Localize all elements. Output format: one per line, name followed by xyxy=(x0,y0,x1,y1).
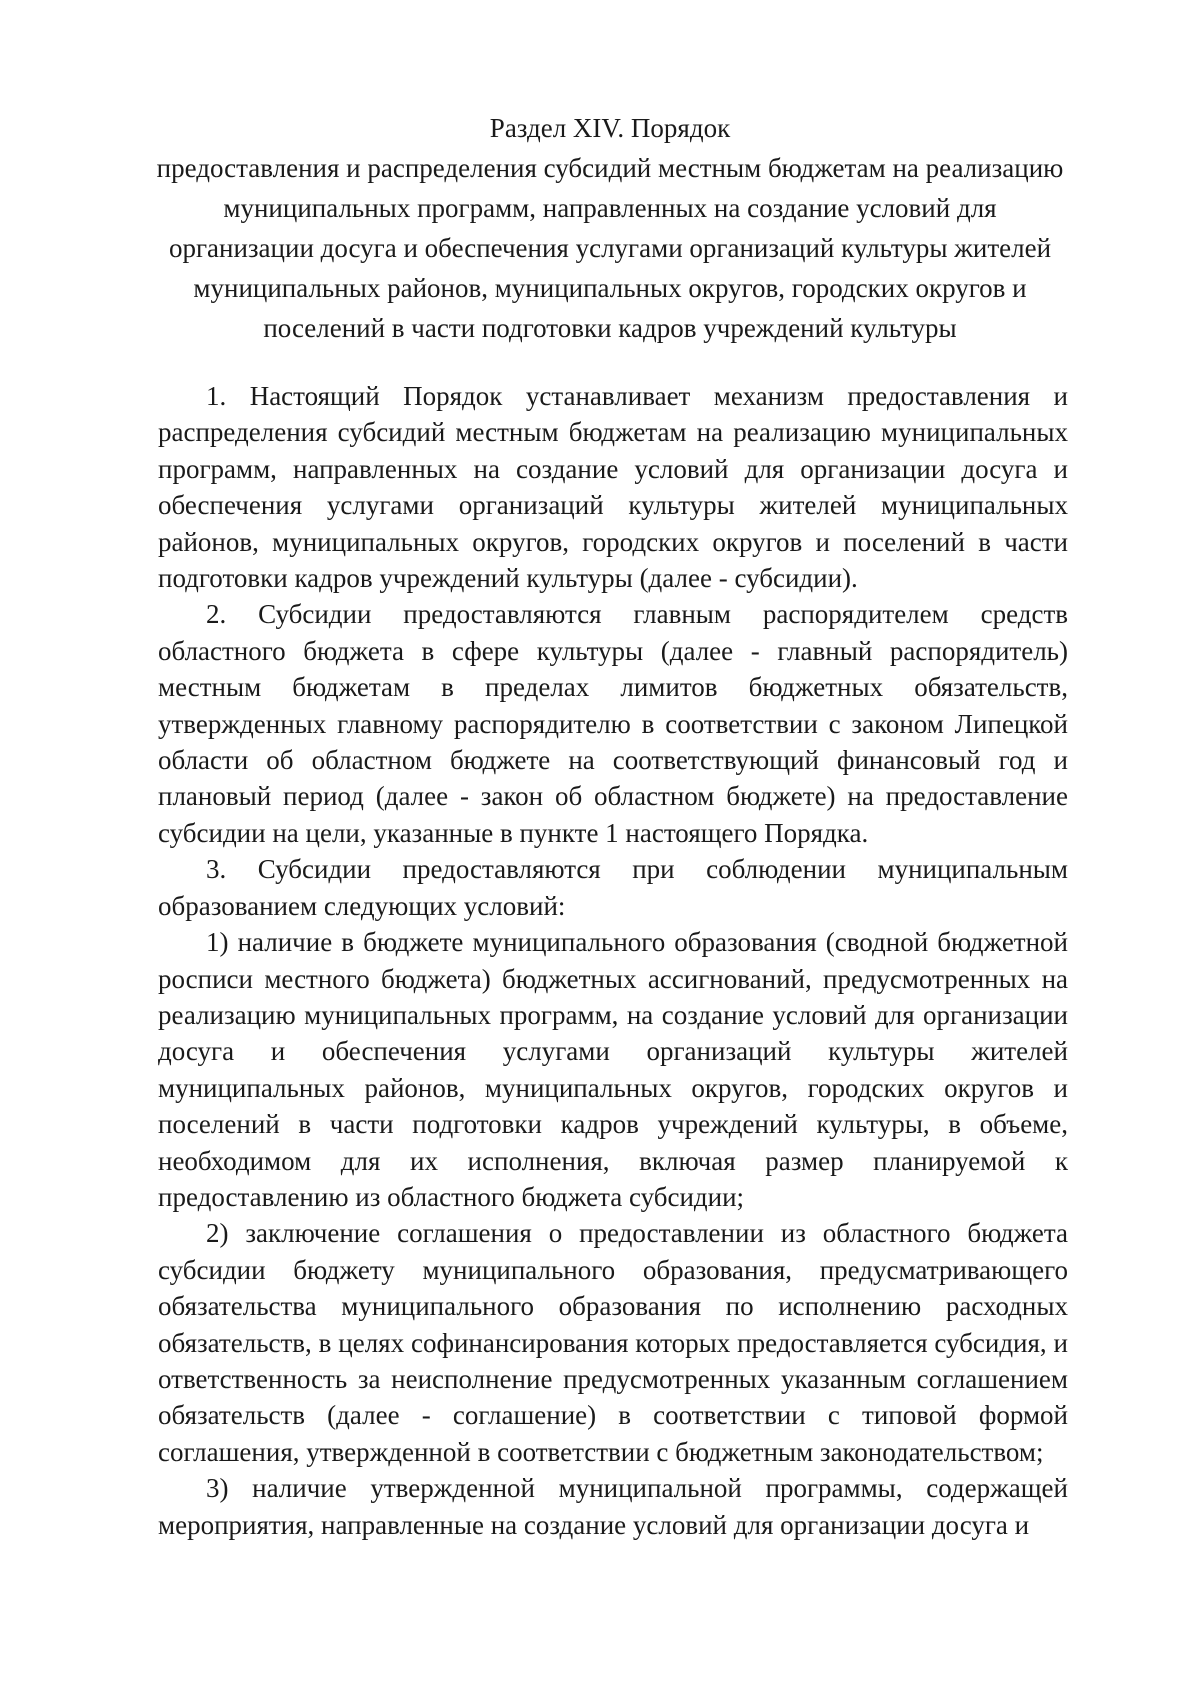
paragraph-2: 2. Субсидии предоставляются главным распорядителем средств областного бюджета в сфере культуры (далее - главный распорядитель) местным бюджетам в пределах лимитов бюджетных обязательств, утвержденных главному распорядителю в соответствии с законом Липецкой области об областном бюджете на соответствующий финансовый год и плановый период (далее - закон об областном бюджете) на предоставление субсидии на цели, указанные в пункте 1 настоящего Порядка. xyxy=(158,599,1068,848)
document-body xyxy=(158,378,1068,1543)
document-header xyxy=(150,108,1070,348)
paragraph-3-item-3: 3) наличие утвержденной муниципальной программы, содержащей мероприятия, направленные на создание условий для организации досуга и xyxy=(158,1473,1068,1540)
section-title: Раздел XIV. Порядок xyxy=(489,113,731,143)
paragraph-3-item-2: 2) заключение соглашения о предоставлении из областного бюджета субсидии бюджету муниципального образования, предусматривающего обязательства муниципального образования по исполнению расходных обязательств, в целях софинансирования которых предоставляется субсидия, и ответственность за неисполнение предусмотренных указанным соглашением обязательств (далее - соглашение) в соответствии с типовой формой соглашения, утвержденной в соответствии с бюджетным законодательством; xyxy=(158,1218,1068,1467)
section-subtitle: предоставления и распределения субсидий местным бюджетам на реализацию муниципальных программ, направленных на создание условий для организации досуга и обеспечения услугами организаций культуры жителей муниципальных районов, муниципальных округов, городских округов и поселений в части подготовки кадров учреждений культуры xyxy=(156,153,1064,343)
paragraph-1: 1. Настоящий Порядок устанавливает механизм предоставления и распределения субсидий местным бюджетам на реализацию муниципальных программ, направленных на создание условий для организации досуга и обеспечения услугами организаций культуры жителей муниципальных районов, муниципальных округов, городских округов и поселений в части подготовки кадров учреждений культуры (далее - субсидии). xyxy=(158,381,1068,594)
paragraph-3: 3. Субсидии предоставляются при соблюдении муниципальным образованием следующих условий: xyxy=(158,854,1068,921)
paragraph-3-item-1: 1) наличие в бюджете муниципального образования (сводной бюджетной росписи местного бюджета) бюджетных ассигнований, предусмотренных на реализацию муниципальных программ, на создание условий для организации досуга и обеспечения услугами организаций культуры жителей муниципальных районов, муниципальных округов, городских округов и поселений в части подготовки кадров учреждений культуры, в объеме, необходимом для их исполнения, включая размер планируемой к предоставлению из областного бюджета субсидии; xyxy=(158,927,1068,1212)
